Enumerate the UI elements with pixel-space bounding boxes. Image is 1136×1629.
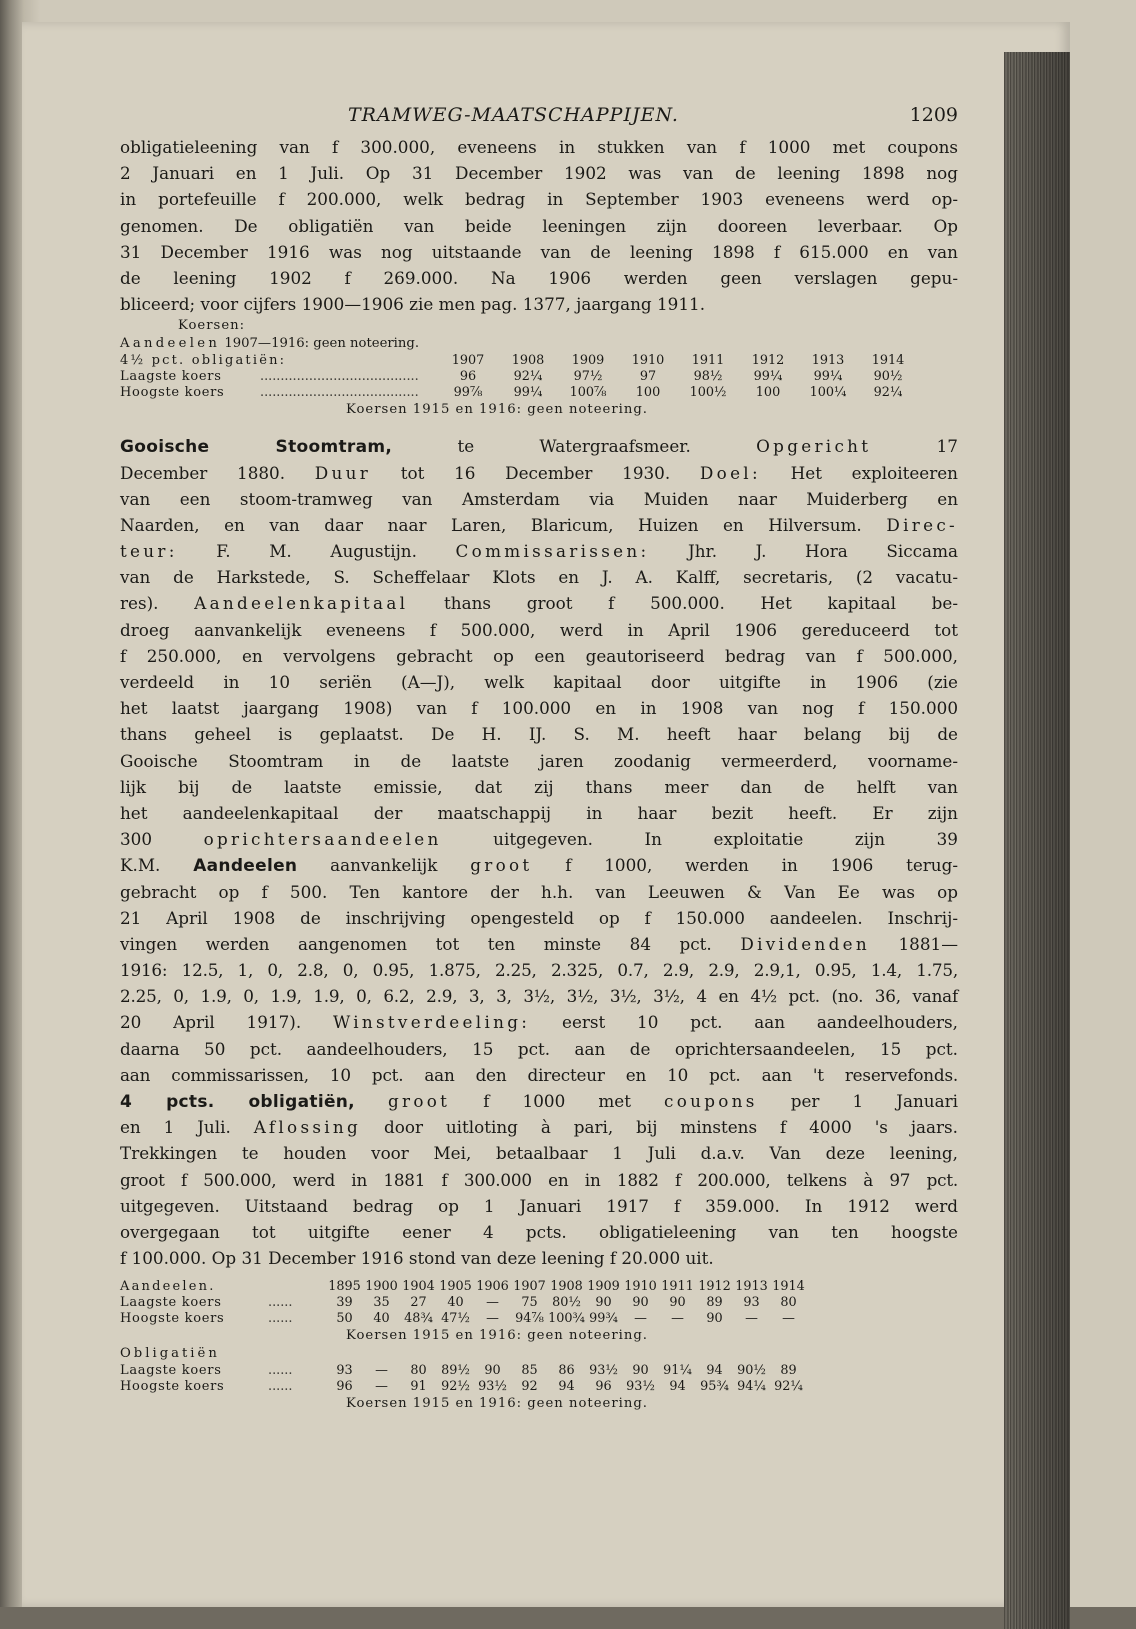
value-cell: 39 xyxy=(336,1295,353,1311)
value-cell: 99¼ xyxy=(513,385,543,401)
value-cell: 90 xyxy=(632,1363,649,1379)
text-line: 31 December 1916 was nog uitstaande van de leening 1898 f 615.000 en van xyxy=(120,241,958,262)
year-cell: 1900 xyxy=(365,1279,398,1295)
aandeelen-note: 1907—1916: geen noteering. xyxy=(224,336,420,352)
value-cell: 100⅞ xyxy=(569,385,607,401)
value-cell: 100 xyxy=(755,385,781,401)
table-row xyxy=(120,1311,807,1327)
koersen-note: Koersen 1915 en 1916: geen noteering. xyxy=(346,1328,648,1344)
value-cell: 100½ xyxy=(689,385,727,401)
page-edge xyxy=(1004,52,1070,1629)
year-cell: 1910 xyxy=(624,1279,657,1295)
text-line: 2 Januari en 1 Juli. Op 31 December 1902 was van de leening 1898 nog xyxy=(120,163,958,184)
row-label: Laagste koers xyxy=(120,1295,222,1311)
value-cell: 89½ xyxy=(441,1363,470,1379)
value-cell: 35 xyxy=(373,1295,390,1311)
table-row xyxy=(120,1363,807,1379)
value-cell: 99¼ xyxy=(813,369,843,385)
year-cell: 1909 xyxy=(587,1279,620,1295)
value-cell: 40 xyxy=(447,1295,464,1311)
value-cell: 99¾ xyxy=(589,1311,618,1327)
text-line: 21 April 1908 de inschrijving opengesteld op f 150.000 aandeelen. Inschrij- xyxy=(120,907,958,928)
value-cell: 93½ xyxy=(589,1363,618,1379)
text-line: Gooische Stoomtram, te Watergraafsmeer. Opgericht 17 xyxy=(120,436,958,458)
koersen-note: Koersen 1915 en 1916: geen noteering. xyxy=(346,1396,648,1412)
row-label: Hoogste koers xyxy=(120,1311,225,1327)
value-cell: 92¼ xyxy=(774,1379,803,1395)
leader-dots: ....................................... xyxy=(260,369,419,385)
leader-dots: ...... xyxy=(268,1379,293,1395)
top-paragraph xyxy=(120,134,958,317)
value-cell: — xyxy=(634,1311,647,1327)
obligaties-label: 4½ pct. obligatiën: xyxy=(120,353,287,369)
value-cell: 92¼ xyxy=(873,385,903,401)
year-cell: 1907 xyxy=(451,353,485,369)
value-cell: 90 xyxy=(484,1363,501,1379)
year-cell: 1904 xyxy=(402,1279,435,1295)
value-cell: 90 xyxy=(595,1295,612,1311)
value-cell: 90 xyxy=(669,1295,686,1311)
value-cell: 94¼ xyxy=(737,1379,766,1395)
value-cell: 92¼ xyxy=(513,369,543,385)
text-line: obligatieleening van f 300.000, eveneens in stukken van f 1000 met coupons xyxy=(120,137,958,157)
text-line: van de Harkstede, S. Scheffelaar Klots en J. A. Kalff, secretaris, (2 vacatu- xyxy=(120,567,958,588)
value-cell: 100 xyxy=(635,385,661,401)
year-cell: 1913 xyxy=(735,1279,768,1295)
value-cell: 92½ xyxy=(441,1379,470,1395)
leader-dots: ...... xyxy=(268,1363,293,1379)
aandeelen-label: Aandeelen xyxy=(120,336,221,352)
value-cell: 93 xyxy=(743,1295,760,1311)
obligaties-label: Obligatiën xyxy=(120,1346,220,1362)
value-cell: — xyxy=(745,1311,758,1327)
text-line: 1916: 12.5, 1, 0, 2.8, 0, 0.95, 1.875, 2.25, 2.325, 0.7, 2.9, 2.9, 2.9,1, 0.95, 1.4, 1.75, xyxy=(120,960,958,981)
value-cell: 96 xyxy=(595,1379,612,1395)
text-line: uitgegeven. Uitstaand bedrag op 1 Januari 1917 f 359.000. In 1912 werd xyxy=(120,1195,958,1216)
leader-dots: ...... xyxy=(268,1311,293,1327)
value-cell: — xyxy=(782,1311,795,1327)
text-line: droeg aanvankelijk eveneens f 500.000, werd in April 1906 gereduceerd tot xyxy=(120,619,958,640)
koersen-heading: Koersen: xyxy=(178,318,246,334)
value-cell: 100¼ xyxy=(809,385,847,401)
value-cell: 89 xyxy=(706,1295,723,1311)
koersen-table-2 xyxy=(120,1279,807,1327)
text-line: thans geheel is geplaatst. De H. IJ. S. M. heeft haar belang bij de xyxy=(120,724,958,745)
aandeelen-line xyxy=(120,335,958,353)
value-cell: 97 xyxy=(639,369,657,385)
value-cell: 94 xyxy=(669,1379,686,1395)
value-cell: 48¾ xyxy=(404,1311,433,1327)
year-cell: 1912 xyxy=(751,353,785,369)
page-content xyxy=(120,100,958,1413)
table-row xyxy=(120,385,918,401)
text-line: lijk bij de laatste emissie, dat zij thans meer dan de helft van xyxy=(120,776,958,797)
value-cell: 40 xyxy=(373,1311,390,1327)
value-cell: 92 xyxy=(521,1379,538,1395)
year-cell: 1913 xyxy=(811,353,845,369)
value-cell: 99⅞ xyxy=(453,385,483,401)
year-cell: 1908 xyxy=(550,1279,583,1295)
text-line: December 1880. Duur tot 16 December 1930. Doel: Het exploiteeren xyxy=(120,462,958,483)
text-line: groot f 500.000, werd in 1881 f 300.000 en in 1882 f 200.000, telkens à 97 pct. xyxy=(120,1169,958,1190)
text-line: het laatst jaargang 1908) van f 100.000 en in 1908 van nog f 150.000 xyxy=(120,698,958,719)
value-cell: — xyxy=(375,1363,388,1379)
value-cell: 90 xyxy=(706,1311,723,1327)
text-line: 4 pcts. obligatiën, groot f 1000 met coupons per 1 Januari xyxy=(120,1091,958,1112)
value-cell: 47½ xyxy=(441,1311,470,1327)
value-cell: 93½ xyxy=(478,1379,507,1395)
leader-dots: ....................................... xyxy=(260,385,419,401)
year-cell: 1908 xyxy=(511,353,545,369)
value-cell: 94 xyxy=(558,1379,575,1395)
value-cell: 94 xyxy=(706,1363,723,1379)
value-cell: 90 xyxy=(632,1295,649,1311)
year-cell: 1912 xyxy=(698,1279,731,1295)
text-line: aan commissarissen, 10 pct. aan den directeur en 10 pct. aan 't reservefonds. xyxy=(120,1064,958,1085)
text-line: f 100.000. Op 31 December 1916 stond van deze leening f 20.000 uit. xyxy=(120,1248,714,1269)
table-row xyxy=(120,369,918,385)
text-line: K.M. Aandeelen aanvankelijk groot f 1000, werden in 1906 terug- xyxy=(120,855,959,877)
table-row xyxy=(120,1295,807,1311)
row-label: Laagste koers xyxy=(120,1363,222,1379)
value-cell: — xyxy=(375,1379,388,1395)
value-cell: 89 xyxy=(780,1363,797,1379)
text-line: overgegaan tot uitgifte eener 4 pcts. obligatieleening van ten hoogste xyxy=(120,1221,958,1242)
text-line: van een stoom-tramweg van Amsterdam via Muiden naar Muiderberg en xyxy=(120,488,958,509)
obligaties-heading: 4 pcts. obligatiën, xyxy=(120,1092,355,1112)
text-line: 20 April 1917). Winstverdeeling: eerst 10 pct. aan aandeelhouders, xyxy=(120,1012,958,1033)
value-cell: 75 xyxy=(521,1295,538,1311)
table-row xyxy=(120,1379,807,1395)
year-cell: 1914 xyxy=(871,353,905,369)
leader-dots: ...... xyxy=(268,1295,293,1311)
text-line: het aandeelenkapitaal der maatschappij in haar bezit heeft. Er zijn xyxy=(120,802,958,823)
year-cell: 1911 xyxy=(661,1279,694,1295)
year-cell: 1914 xyxy=(772,1279,805,1295)
page-number: 1209 xyxy=(909,104,958,126)
value-cell: — xyxy=(671,1311,684,1327)
value-cell: 99¼ xyxy=(753,369,783,385)
text-line: Naarden, en van daar naar Laren, Blaricum, Huizen en Hilversum. Direc- xyxy=(120,514,958,535)
text-line: de leening 1902 f 269.000. Na 1906 werden geen verslagen gepu- xyxy=(120,267,958,288)
value-cell: 90½ xyxy=(737,1363,766,1379)
row-label: Laagste koers xyxy=(120,369,222,385)
text-line: daarna 50 pct. aandeelhouders, 15 pct. aan de oprichtersaandeelen, 15 pct. xyxy=(120,1038,958,1059)
text-line: teur: F. M. Augustijn. Commissarissen: Jhr. J. Hora Siccama xyxy=(120,541,958,562)
text-line: 2.25, 0, 1.9, 0, 1.9, 1.9, 0, 6.2, 2.9, 3, 3, 3½, 3½, 3½, 3½, 4 en 4½ pct. (no. 36, vanaf xyxy=(120,986,958,1007)
year-cell: 1895 xyxy=(328,1279,361,1295)
value-cell: — xyxy=(486,1295,499,1311)
aandeelen-label: Aandeelen. xyxy=(120,1279,216,1295)
text-line: verdeeld in 10 seriën (A—J), welk kapitaal door uitgifte in 1906 (zie xyxy=(120,672,958,692)
text-line: 300 oprichtersaandeelen uitgegeven. In exploitatie zijn 39 xyxy=(120,829,958,850)
value-cell: 91¼ xyxy=(663,1363,692,1379)
koersen-note: Koersen 1915 en 1916: geen noteering. xyxy=(346,402,648,418)
company-name: Gooische Stoomtram, xyxy=(120,437,393,458)
section-title: TRAMWEG-MAATSCHAPPIJEN. xyxy=(348,104,679,126)
year-cell: 1909 xyxy=(571,353,605,369)
text-line: genomen. De obligatiën van beide leeningen zijn dooreen leverbaar. Op xyxy=(120,215,958,236)
running-header xyxy=(120,100,958,134)
value-cell: 94⅞ xyxy=(515,1311,544,1327)
text-line: en 1 Juli. Aflossing door uitloting à pari, bij minstens f 4000 's jaars. xyxy=(120,1117,958,1138)
value-cell: 98½ xyxy=(693,369,723,385)
value-cell: 50 xyxy=(336,1311,353,1327)
gooische-entry xyxy=(120,433,958,1271)
year-cell: 1911 xyxy=(691,353,725,369)
aandeelen-heading: Aandeelen xyxy=(193,856,298,877)
value-cell: 95¾ xyxy=(700,1379,729,1395)
year-cell: 1910 xyxy=(631,353,665,369)
row-label: Hoogste koers xyxy=(120,1379,225,1395)
text-line: Gooische Stoomtram in de laatste jaren zoodanig vermeerderd, voorname- xyxy=(120,750,958,771)
value-cell: 93½ xyxy=(626,1379,655,1395)
value-cell: — xyxy=(486,1311,499,1327)
text-line: Trekkingen te houden voor Mei, betaalbaar 1 Juli d.a.v. Van deze leening, xyxy=(120,1143,958,1164)
value-cell: 97½ xyxy=(573,369,603,385)
koersen-table-3 xyxy=(120,1363,807,1395)
text-line: bliceerd; voor cijfers 1900—1906 zie men pag. 1377, jaargang 1911. xyxy=(120,294,706,315)
text-line: gebracht op f 500. Ten kantore der h.h. van Leeuwen & Van Ee was op xyxy=(120,881,958,902)
value-cell: 80 xyxy=(410,1363,427,1379)
table-header-row xyxy=(120,1279,807,1295)
row-label: Hoogste koers xyxy=(120,385,225,401)
koersen-block-1 xyxy=(120,317,958,419)
value-cell: 86 xyxy=(558,1363,575,1379)
text-line: in portefeuille f 200.000, welk bedrag in September 1903 eveneens werd op- xyxy=(120,189,958,210)
text-line: res). Aandeelenkapitaal thans groot f 500.000. Het kapitaal be- xyxy=(120,593,958,614)
year-cell: 1906 xyxy=(476,1279,509,1295)
koersen-block-2 xyxy=(120,1279,958,1413)
table-header-row xyxy=(120,353,918,369)
year-cell: 1907 xyxy=(513,1279,546,1295)
value-cell: 91 xyxy=(410,1379,427,1395)
value-cell: 96 xyxy=(336,1379,353,1395)
koersen-table-1 xyxy=(120,353,918,401)
value-cell: 27 xyxy=(410,1295,427,1311)
value-cell: 80½ xyxy=(552,1295,581,1311)
text-line: f 250.000, en vervolgens gebracht op een geautoriseerd bedrag van f 500.000, xyxy=(120,645,958,666)
year-cell: 1905 xyxy=(439,1279,472,1295)
value-cell: 90½ xyxy=(873,369,903,385)
value-cell: 85 xyxy=(521,1363,538,1379)
value-cell: 80 xyxy=(780,1295,797,1311)
text-line: vingen werden aangenomen tot ten minste 84 pct. Dividenden 1881— xyxy=(120,933,958,954)
value-cell: 93 xyxy=(336,1363,353,1379)
value-cell: 96 xyxy=(459,369,477,385)
value-cell: 100¾ xyxy=(548,1311,585,1327)
